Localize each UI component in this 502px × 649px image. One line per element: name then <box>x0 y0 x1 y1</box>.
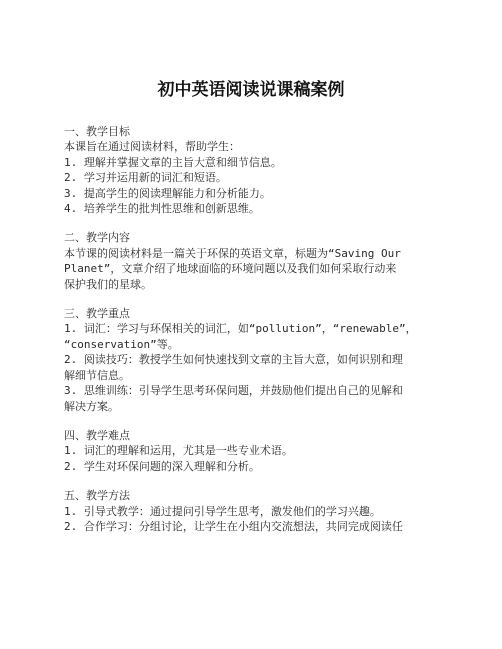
section-teaching-content <box>64 230 448 292</box>
section-intro: 本课旨在通过阅读材料，帮助学生： <box>64 140 240 154</box>
section-teaching-methods <box>64 488 448 534</box>
section-teaching-focus <box>64 306 448 414</box>
list-item-line: 1. 引导式教学：通过提问引导学生思考，激发他们的学习兴趣。 <box>64 504 381 518</box>
list-item-line: 3. 思维训练：引导学生思考环保问题，并鼓励他们提出自己的见解和 <box>64 384 403 398</box>
list-item <box>64 186 448 201</box>
list-item-line: 2. 阅读技巧：教授学生如何快速找到文章的主旨大意，如何识别和理 <box>64 353 403 367</box>
list-item <box>64 201 448 216</box>
list-item <box>64 443 448 458</box>
list-item-line: 2. 学习并运用新的词汇和短语。 <box>64 171 227 185</box>
list-item-line: 4. 培养学生的批判性思维和创新思维。 <box>64 202 260 216</box>
list-item-line: 解决方案。 <box>64 399 119 413</box>
list-item <box>64 155 448 170</box>
list-item <box>64 352 448 383</box>
list-item <box>64 519 448 534</box>
list-item-line: “conservation”等。 <box>64 337 179 351</box>
paragraph-line: 本节课的阅读材料是一篇关于环保的英语文章，标题为“Saving Our <box>64 246 401 260</box>
list-item-line: 3. 提高学生的阅读理解能力和分析能力。 <box>64 186 271 200</box>
section-heading: 五、教学方法 <box>64 489 130 503</box>
section-teaching-difficulties <box>64 428 448 474</box>
list-item-line: 1. 词汇的理解和运用，尤其是一些专业术语。 <box>64 444 293 458</box>
document-title: 初中英语阅读说课稿案例 <box>157 80 345 100</box>
list-item-line: 1. 词汇：学习与环保相关的词汇，如“pollution”，“renewable”， <box>64 322 417 336</box>
document-body <box>64 124 448 548</box>
paragraph-line: 保护我们的星球。 <box>64 277 152 291</box>
list-item <box>64 321 448 352</box>
list-item-line: 1. 理解并掌握文章的主旨大意和细节信息。 <box>64 155 282 169</box>
list-item-line: 解细节信息。 <box>64 368 130 382</box>
paragraph-line: Planet”，文章介绍了地球面临的环境问题以及我们如何采取行动来 <box>64 262 397 276</box>
section-heading: 二、教学内容 <box>64 231 130 245</box>
list-item <box>64 383 448 414</box>
list-item-line: 2. 学生对环保问题的深入理解和分析。 <box>64 459 260 473</box>
list-item-line: 2. 合作学习：分组讨论，让学生在小组内交流想法，共同完成阅读任 <box>64 519 403 533</box>
list-item <box>64 504 448 519</box>
list-item <box>64 170 448 185</box>
section-heading: 一、教学目标 <box>64 125 130 138</box>
section-heading: 四、教学难点 <box>64 428 130 442</box>
section-teaching-objectives <box>64 124 448 216</box>
section-heading: 三、教学重点 <box>64 307 130 321</box>
section-paragraph <box>64 246 448 292</box>
list-item <box>64 459 448 474</box>
